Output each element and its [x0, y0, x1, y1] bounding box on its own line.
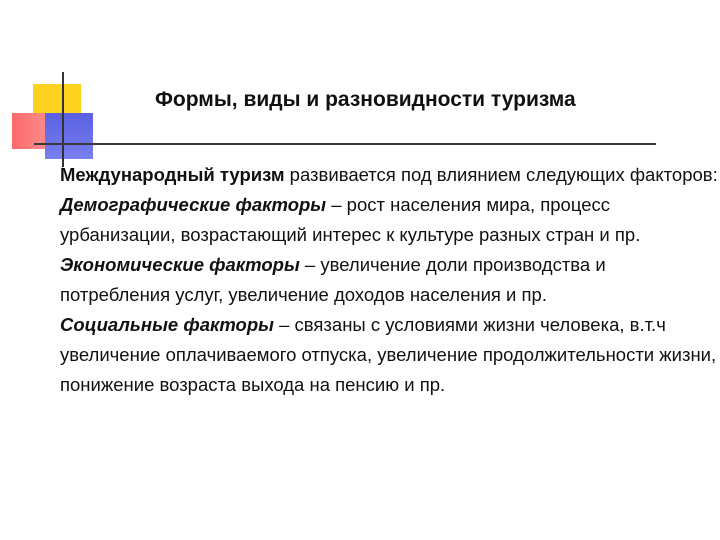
slide-body	[60, 160, 720, 400]
decor-vertical-line	[62, 72, 64, 167]
intro-text: развивается под влиянием следующих факторов:	[284, 164, 718, 185]
intro-term: Международный туризм	[60, 164, 285, 185]
factor-social-text: – связаны с условиями жизни человека, в.т.ч увеличение оплачиваемого отпуска, увеличение продолжительности жизни, понижение возраста выхода на пенсию и пр.	[60, 314, 717, 395]
factor-economic	[60, 250, 720, 310]
decor-blue-square	[45, 113, 93, 159]
slide-title: Формы, виды и разновидности туризма	[155, 88, 576, 111]
factor-social-name: Социальные факторы	[60, 314, 274, 335]
factor-economic-name: Экономические факторы	[60, 254, 300, 275]
factor-demographic-text: – рост населения мира, процесс урбанизации, возрастающий интерес к культуре разных стран и пр.	[60, 194, 641, 245]
factor-social	[60, 310, 720, 400]
intro-paragraph	[60, 160, 720, 190]
factor-economic-text: – увеличение доли производства и потребления услуг, увеличение доходов населения и пр.	[60, 254, 606, 305]
factor-demographic-name: Демографические факторы	[60, 194, 327, 215]
title-underline	[34, 143, 656, 145]
factor-demographic	[60, 190, 720, 250]
